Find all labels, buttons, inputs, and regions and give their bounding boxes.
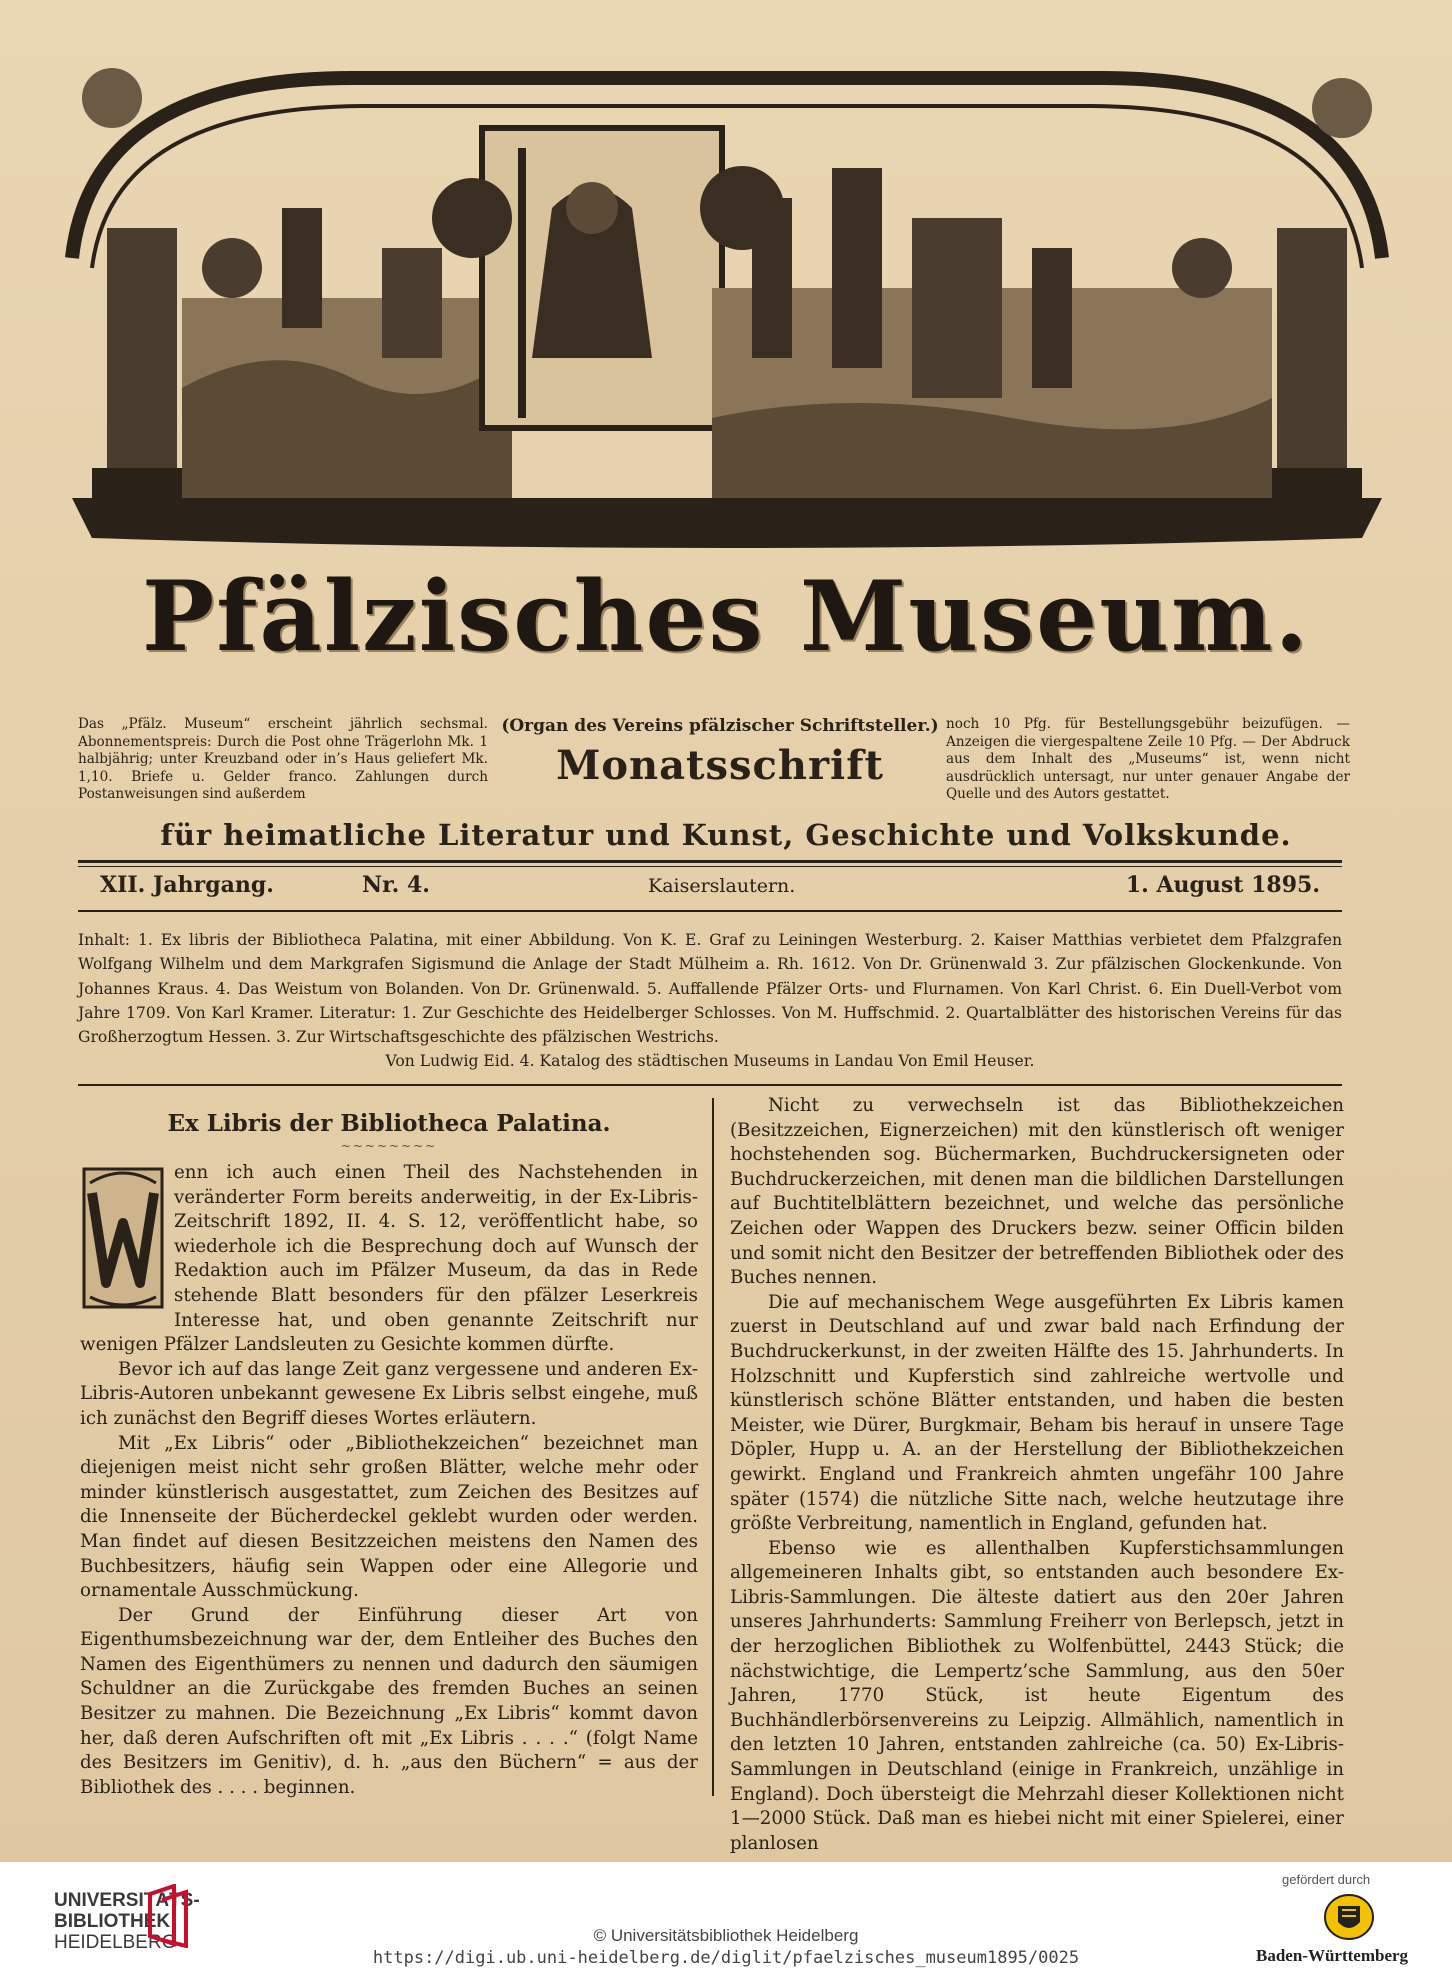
reprint-notice: noch 10 Pfg. für Bestellungsgebühr beizufügen. — Anzeigen die viergespaltene Zeile 10 Pfg. — Der Abdruck aus dem Inhalt des „Museums“ ist, wenn nicht ausdrücklich untersagt, nur unter genauer Angabe der Quelle und des Autors gestattet. [946,716,1350,802]
article-title: Ex Libris der Bibliotheca Palatina. [167,1110,611,1137]
rule-top-thin [78,866,1342,867]
rule-issue-bottom [78,910,1342,912]
paragraph: Der Grund der Einführung dieser Art von Eigenthumsbezeichnung war der, dem Entleiher des Buches den Namen des Eigenthümers zu nennen und dadurch den säumigen Schuldner an die Zurückgabe des fremden Buches an seinen Besitzer zu mahnen. Die Bezeichnung „Ex Libris“ kommt davon her, daß deren Aufschriften oft mit „Ex Libris . . . .“ (folgt Name des Besitzers im Genitiv), d. h. „aus den Büchern“ = aus der Bibliothek des . . . . beginnen. [80,1604,698,1798]
rule-contents-bottom [78,1084,1342,1086]
article-right-column [730,1094,1344,1856]
copyright: © Universitätsbibliothek Heidelberg [593,1926,859,1945]
paragraph: enn ich auch einen Theil des Nachstehenden in veränderter Form bereits anderweitig, in der Ex-Libris-Zeitschrift 1892, II. 4. S. 12, veröffentlicht habe, so wiederhole ich die Besprechung doch auf Wunsch der Redaktion auch im Pfälzer Museum, da das in Rede stehende Blatt besonders für den pfälzer Leserkreis Interesse hat, und oben genannte Zeitschrift nur wenigen Pfälzer Landsleuten zu Gesichte kommen dürfte. [80,1162,698,1356]
rule-top-thick [78,860,1342,863]
column-separator [712,1098,714,1796]
issue-number: Nr. 4. [362,872,430,898]
funded-by-label: gefördert durch [1282,1872,1371,1887]
baden-wuerttemberg-seal-icon[interactable] [1322,1892,1376,1942]
contents-text: Inhalt: 1. Ex libris der Bibliotheca Palatina, mit einer Abbildung. Von K. E. Graf zu Leiningen Westerburg. 2. Kaiser Matthias verbietet dem Pfalzgrafen Wolfgang Wilhelm und dem Markgrafen Sigismund die Anlage der Stadt Mülheim a. Rh. 1612. Von Dr. Grünenwald 3. Zur pfälzischen Glockenkunde. Von Johannes Kraus. 4. Das Weistum von Bolanden. Von Dr. Grünenwald. 5. Auffallende Pfälzer Orts- und Flurnamen. Von Karl Christ. 6. Ein Duell-Verbot vom Jahre 1709. Von Karl Kramer. Literatur: 1. Zur Geschichte des Heidelberger Schlosses. Von M. Huffschmid. 2. Quartalblätter des historischen Vereins für das Großherzogtum Hessen. 3. Zur Wirtschaftsgeschichte des pfälzischen Westrichs. [78,931,1342,1047]
funder-name: Baden-Württemberg [1256,1946,1409,1965]
journal-title: Pfälzisches Museum. [142,560,1310,673]
library-line: UNIVERSITÄTS- [54,1890,200,1911]
title-ornament: ~~~~~~~~ [340,1139,438,1153]
drop-cap-w-ornament [80,1163,166,1313]
contents-last-line: Von Ludwig Eid. 4. Katalog des städtischen Museums in Landau Von Emil Heuser. [385,1052,1035,1071]
place: Kaiserslautern. [648,875,796,897]
paragraph: Nicht zu verwechseln ist das Bibliothekzeichen (Besitzzeichen, Eignerzeichen) mit den künstlerisch oft weniger hochstehenden sog. Büchermarken, Buchdruckersigneten oder Buchdruckerzeichen, mit denen man die bildlichen Darstellungen auf Buchtitelblättern bezeichnet, und welche das persönliche Zeichen oder Wappen des Druckers bezw. seiner Officin bilden und somit nicht den Besitzer der betreffenden Bibliothek oder des Buches nennen. [730,1095,1344,1289]
library-line: HEIDELBERG [54,1932,177,1953]
header-engraving [52,58,1402,578]
journal-subtitle: für heimatliche Literatur und Kunst, Geschichte und Volkskunde. [160,818,1292,852]
paragraph: Bevor ich auf das lange Zeit ganz vergessene und anderen Ex-Libris-Autoren unbekannt gewesene Ex Libris selbst eingehe, muß ich zunächst den Begriff dieses Wortes erläutern. [80,1358,698,1429]
volume: XII. Jahrgang. [100,872,274,898]
subscription-notice: Das „Pfälz. Museum“ erscheint jährlich sechsmal. Abonnementspreis: Durch die Post ohne Trägerlohn Mk. 1 halbjährig; unter Kreuzband oder in’s Haus geliefert Mk. 1,10. Briefe u. Gelder franco. Zahlungen durch Postanweisungen sind außerdem [78,716,488,802]
paragraph: Die auf mechanischem Wege ausgeführten Ex Libris kamen zuerst in Deutschland auf und zwar bald nach Erfindung der Buchdruckerkunst, in der zweiten Hälfte des 15. Jahrhunderts. In Holzschnitt und Kupferstich sind zahlreiche wertvolle und künstlerisch schöne Blätter entstanden, und haben die besten Meister, wie Dürer, Burgkmair, Beham bis herauf in unsere Tage Döpler, Hupp u. A. an der Herstellung der Bibliothekzeichen gewirkt. England und Frankreich ahmten ungefähr 100 Jahre später (1574) die nützliche Sitte nach, welche heutzutage ihre größte Verbreitung, namentlich in England, gefunden hat. [730,1291,1344,1535]
article-left-column [80,1104,698,1800]
library-line: BIBLIOTHEK [54,1911,171,1932]
issue-line [100,872,1320,906]
organ-line: (Organ des Vereins pfälzischer Schriftsteller.) [501,716,939,736]
monthly-label: Monatsschrift [556,742,884,789]
viewer-footer [0,1862,1452,1968]
permalink[interactable]: https://digi.ub.uni-heidelberg.de/diglit/pfaelzisches_museum1895/0025 [372,1948,1080,1968]
paragraph: Mit „Ex Libris“ oder „Bibliothekzeichen“ bezeichnet man diejenigen meist nicht sehr großen Blätter, welche mehr oder minder künstlerisch ausgestattet, zum Zeichen des Besitzes auf die Innenseite der Bücherdeckel geklebt wurden oder werden. Man findet auf diesen Besitzzeichen meistens den Namen des Buchbesitzers, häufig sein Wappen oder eine Allegorie und ornamentale Ausschmückung. [80,1432,698,1602]
masthead-center [480,716,960,789]
paragraph: Ebenso wie es allenthalben Kupferstichsammlungen allgemeineren Inhalts gibt, so entstanden auch besondere Ex-Libris-Sammlungen. Die älteste datiert aus den 20er Jahren unseres Jahrhunderts: Sammlung Freiherr von Berlepsch, jetzt in der herzoglichen Bibliothek zu Wolfenbüttel, 2443 Stück; die nächstwichtige, die Lempertz’sche Sammlung, aus den 50er Jahren, 1770 Stück, ist heute Eigentum des Buchhändlerbörsenvereins zu Leipzig. Allmählich, namentlich in den letzten 10 Jahren, entstanden zahlreiche (ca. 50) Ex-Libris-Sammlungen in Deutschland (einige in Frankreich, unzählige in England). Doch übersteigt die Mehrzahl dieser Kollektionen nicht 1—2000 Stück. Daß man es hiebei nicht mit einer Spielerei, einer planlosen [730,1537,1344,1854]
issue-date: 1. August 1895. [1125,872,1320,898]
table-of-contents [78,928,1342,1074]
